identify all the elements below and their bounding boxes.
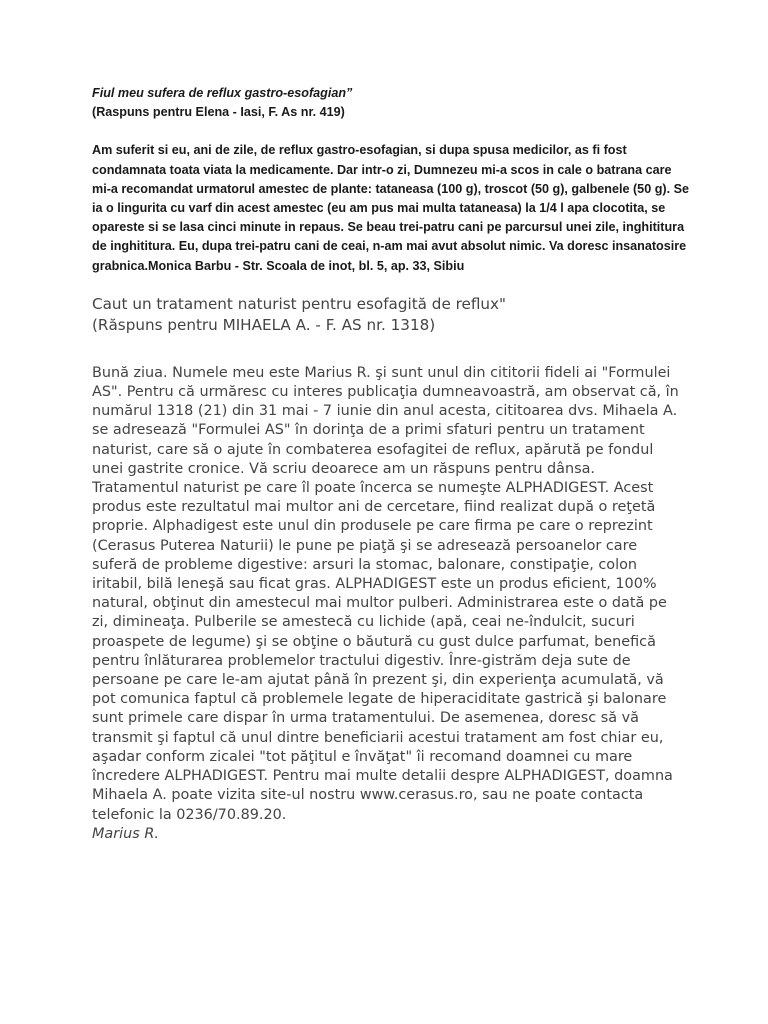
letter-section-2 <box>92 294 692 844</box>
letter-2-body: Bună ziua. Numele meu este Marius R. şi sunt unul din cititorii fideli ai "Formulei AS". Pentru că urmăresc cu interes publicaţia dumneavoastră, am observat că, în numărul 1318 (21) din 31 mai - 7 iunie din anul acesta, cititoarea dvs. Mihaela A. se adresează "Formulei AS" în dorinţa de a primi sfaturi pentru un tratament naturist, care să o ajute în combaterea esofagitei de reflux, apărută pe fondul unei gastrite cronice. Vă scriu deoarece am un răspuns pentru dânsa. Tratamentul naturist pe care îl poate încerca se numeşte ALPHADIGEST. Acest produs este rezultatul mai multor ani de cercetare, fiind realizat după o reţetă proprie. Alphadigest este unul din produsele pe care firma pe care o reprezint (Cerasus Puterea Naturii) le pune pe piaţă şi se adresează persoanelor care suferă de probleme digestive: arsuri la stomac, balonare, constipaţie, colon iritabil, bilă leneşă sau ficat gras. ALPHADIGEST este un produs eficient, 100% natural, obţinut din amestecul mai multor pulberi. Administrarea este o dată pe zi, dimineaţa. Pulberile se amestecă cu lichide (apă, ceai ne-îndulcit, sucuri proaspete de legume) şi se obţine o băutură cu gust dulce parfumat, benefică pentru înlăturarea problemelor tractului digestiv. Înre-gistrăm deja sute de persoane pe care le-am ajutat până în prezent şi, din experienţa acumulată, vă pot comunica faptul că problemele legate de hiperaciditate gastrică şi balonare sunt primele care dispar în urma tratamentului. De asemenea, doresc să vă transmit şi faptul că unul dintre beneficiarii acestui tratament am fost chiar eu, aşadar conform zicalei "tot păţitul e învăţat" îi recomand doamnei cu mare încredere ALPHADIGEST. Pentru mai multe detalii despre ALPHADIGEST, doamna Mihaela A. poate vizita site-ul nostru www.cerasus.ro, sau ne poate contacta telefonic la 0236/70.89.20. <box>92 364 679 823</box>
letter-2-heading-line-1: Caut un tratament naturist pentru esofagită de reflux" <box>92 294 507 313</box>
letter-1-title: Fiul meu sufera de reflux gastro-esofagian” <box>92 86 353 100</box>
document-page <box>92 84 692 844</box>
letter-1-subtitle: (Raspuns pentru Elena - Iasi, F. As nr. 419) <box>92 105 345 120</box>
letter-1-body <box>92 141 692 275</box>
letter-1-body-text: Am suferit si eu, ani de zile, de reflux gastro-esofagian, si dupa spusa medicilor, as fi fost condamnata toata viata la medicamente. Dar intr-o zi, Dumnezeu mi-a scos in cale o batrana care mi-a recomandat urmatorul amestec de plante: tataneasa (100 g), troscot (50 g), galbenele (50 g). Se ia o lingurita cu varf din acest amestec (eu am pus mai multa tataneasa) la 1/4 l apa clocotita, se opareste si se lasa cinci minute in repaus. Se beau trei-patru cani pe parcursul unei zile, inghititura de inghititura. Eu, dupa trei-patru cani de ceai, n-am mai avut absolut nimic. Va doresc insanatosire grabnica. <box>92 143 689 273</box>
letter-2-heading <box>92 294 692 336</box>
letter-2-heading-line-2: (Răspuns pentru MIHAELA A. - F. AS nr. 1318) <box>92 315 436 334</box>
letter-1-signature: Monica Barbu - Str. Scoala de inot, bl. 5, ap. 33, Sibiu <box>148 258 465 273</box>
letter-section-1 <box>92 84 692 276</box>
letter-2-signature: Marius R. <box>92 825 159 842</box>
